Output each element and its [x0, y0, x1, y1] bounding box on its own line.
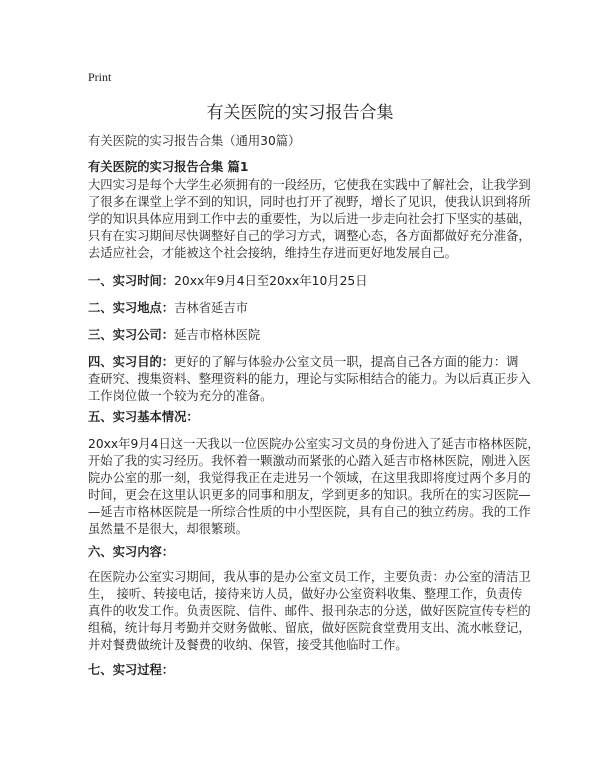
item-label: 三、实习公司：	[88, 328, 175, 342]
paragraph-line: 开始了我的实习经历。我怀着一颗激动而紧张的心踏入延吉市格林医院，刚进入医	[88, 454, 531, 468]
document-subtitle: 有关医院的实习报告合集（通用30篇）	[88, 134, 301, 148]
intro-paragraph	[88, 177, 531, 262]
paragraph-line: 只有在实习期间尽快调整好自己的学习方式，调整心态，各方面都做好充分准备，	[88, 229, 531, 243]
item-label: 二、实习地点：	[88, 301, 175, 315]
item-value: 吉林省延吉市	[174, 301, 248, 315]
item-location	[88, 300, 248, 317]
paragraph-line: 时间，更会在这里认识更多的同事和朋友，学到更多的知识。我所在的实习医院—	[88, 488, 531, 502]
content-paragraph	[88, 569, 531, 654]
print-label: Print	[88, 70, 112, 84]
item-time	[88, 273, 368, 290]
document-title: 有关医院的实习报告合集	[206, 103, 394, 123]
paragraph-line: 20xx年9月4日这一天我以一位医院办公室实习文员的身份进入了延吉市格林医院，	[88, 437, 540, 451]
paragraph-line: 虽然量不是很大，却很繁琐。	[88, 522, 248, 536]
item-value-line: 工作岗位做一个较为充分的准备。	[88, 389, 273, 403]
item-value: 20xx年9月4日至20xx年10月25日	[174, 274, 368, 288]
paragraph-line: 院办公室的那一刻，我觉得我正在走进另一个领域，在这里我即将度过两个多月的	[88, 471, 531, 485]
item-company	[88, 327, 260, 344]
item-situation	[88, 409, 199, 426]
paragraph-line: 组稿，统计每月考勤并交财务做帐、留底，做好医院食堂费用支出、流水帐登记，	[88, 621, 531, 635]
item-value: 更好的了解与体验办公室文员一职，提高自己各方面的能力：调	[174, 355, 519, 369]
content-heading: 六、实习内容：	[88, 545, 175, 559]
paragraph-line: —延吉市格林医院是一所综合性质的中小型医院，具有自己的独立药房。我的工作	[88, 505, 531, 519]
item-label: 一、实习时间：	[88, 274, 175, 288]
paragraph-line: 生， 接听、转接电话，接待来访人员，做好办公室资料收集、整理工作，负责传	[88, 587, 523, 601]
item-label: 四、实习目的：	[88, 355, 175, 369]
item-value-line: 查研究、搜集资料、整理资料的能力，理论与实际相结合的能力。为以后真正步入	[88, 372, 531, 386]
paragraph-line: 在医院办公室实习期间，我从事的是办公室文员工作，主要负责：办公室的清洁卫	[88, 570, 531, 584]
item-value: 延吉市格林医院	[174, 328, 261, 342]
situation-paragraph	[88, 436, 540, 538]
paragraph-line: 去适应社会，才能被这个社会接纳，维持生存进而更好地发展自己。	[88, 246, 457, 260]
paragraph-line: 学的知识具体应用到工作中去的重要性，为以后进一步走向社会打下坚实的基础，	[88, 212, 531, 226]
paragraph-line: 真件的收发工作。负责医院、信件、邮件、报刊杂志的分送，做好医院宣传专栏的	[88, 604, 531, 618]
paragraph-line: 并对餐费做统计及餐费的收纳、保管，接受其他临时工作。	[88, 638, 408, 652]
item-label: 五、实习基本情况：	[88, 410, 199, 424]
paragraph-line: 大四实习是每个大学生必须拥有的一段经历，它使我在实践中了解社会，让我学到	[88, 178, 531, 192]
item-purpose	[88, 354, 531, 405]
section-heading: 有关医院的实习报告合集 篇1	[88, 160, 249, 174]
paragraph-line: 了很多在课堂上学不到的知识，同时也打开了视野，增长了见识，使我认识到将所	[88, 195, 531, 209]
process-heading: 七、实习过程：	[88, 663, 175, 677]
